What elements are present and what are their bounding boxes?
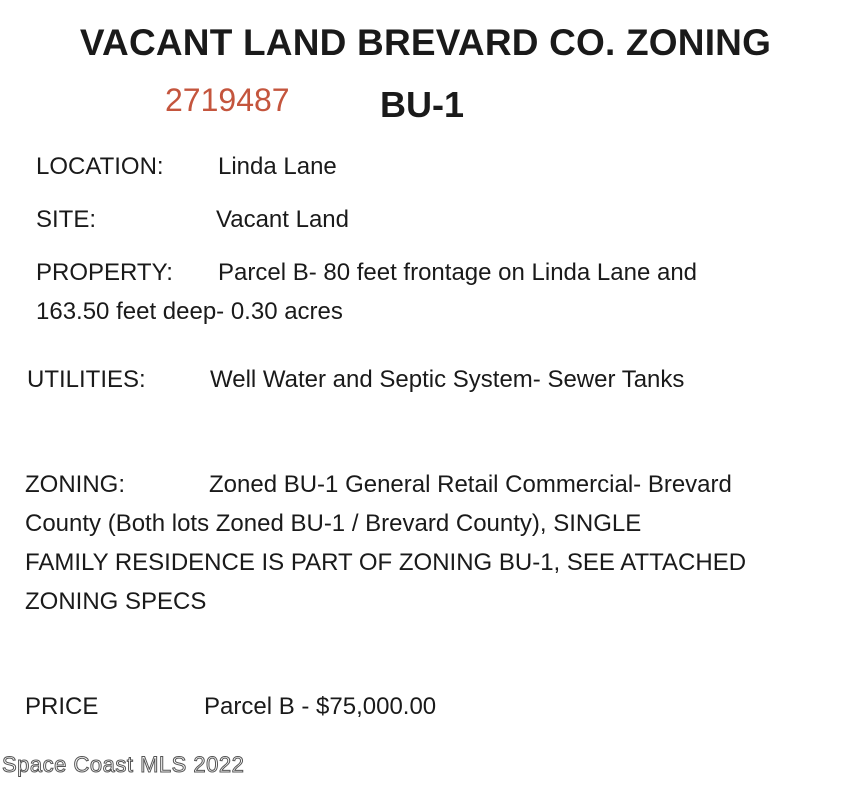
property-label: PROPERTY: xyxy=(36,259,173,286)
zoning-label: ZONING: xyxy=(25,471,125,498)
mls-number: 2719487 xyxy=(165,82,290,118)
site-label: SITE: xyxy=(36,206,97,233)
utilities-label: UTILITIES: xyxy=(27,366,146,393)
property-value-line2: 163.50 feet deep- 0.30 acres xyxy=(36,298,343,325)
location-value: Linda Lane xyxy=(218,153,337,180)
site-value: Vacant Land xyxy=(216,206,349,233)
document-title: VACANT LAND BREVARD CO. ZONING xyxy=(79,22,772,63)
location-label: LOCATION: xyxy=(36,153,164,180)
zone-code: BU-1 xyxy=(380,84,465,125)
mls-watermark: Space Coast MLS 2022 xyxy=(2,752,245,777)
property-value-line1: Parcel B- 80 feet frontage on Linda Lane and xyxy=(218,259,698,286)
zoning-value-line3: FAMILY RESIDENCE IS PART OF ZONING BU-1, SEE ATTACHED xyxy=(25,549,747,576)
price-label: PRICE xyxy=(25,693,99,720)
utilities-value: Well Water and Septic System- Sewer Tanks xyxy=(210,366,685,393)
zoning-value-line2: County (Both lots Zoned BU-1 / Brevard County), SINGLE xyxy=(25,510,642,537)
price-value: Parcel B - $75,000.00 xyxy=(204,693,437,720)
zoning-value-line4: ZONING SPECS xyxy=(25,588,207,615)
zoning-value-line1: Zoned BU-1 General Retail Commercial- Brevard xyxy=(209,471,732,498)
